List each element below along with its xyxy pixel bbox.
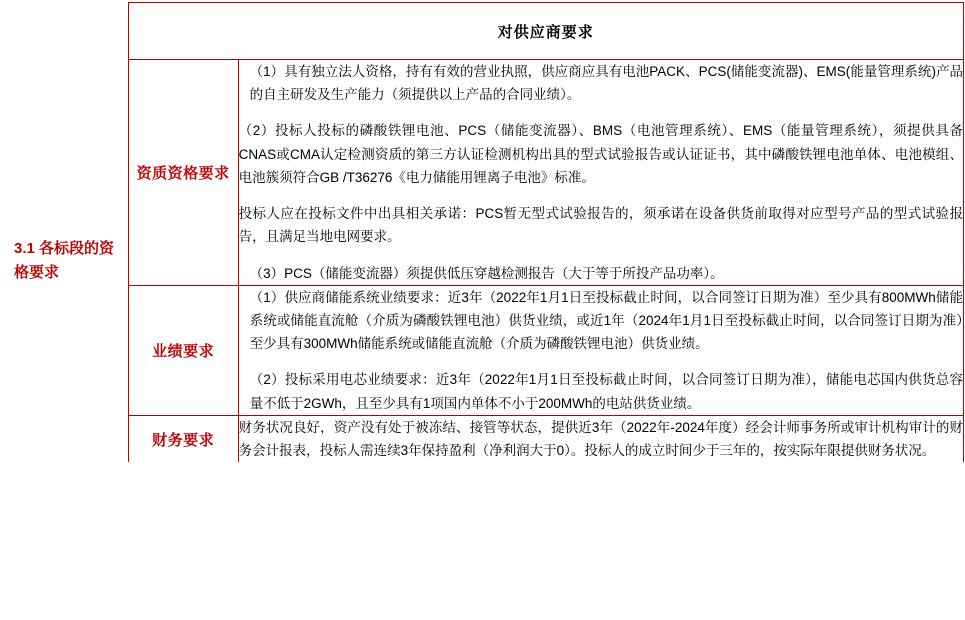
- row-category-financial: 财务要求: [128, 415, 238, 462]
- section-label-text: 3.1 各标段的资格要求: [14, 239, 115, 281]
- paragraph: （1）供应商储能系统业绩要求：近3年（2022年1月1日至投标截止时间，以合同签订日期为准）至少具有800MWh储能系统或储能直流舱（介质为磷酸铁锂电池）供货业绩，或近1年（2024年1月1日至投标截止时间，以合同签订日期为准）至少具有300MWh储能系统或储能直流舱（介质为磷酸铁锂电池）供货业绩。: [249, 289, 963, 352]
- paragraph: （2）投标采用电芯业绩要求：近3年（2022年1月1日至投标截止时间，以合同签订日期为准），储能电芯国内供货总容量不低于2GWh，且至少具有1项国内单体不小于200MWh的电站供货业绩。: [249, 372, 963, 411]
- table-row: [0, 285, 964, 415]
- header-spacer-cell: [0, 3, 128, 60]
- paragraph: （3）PCS（储能变流器）须提供低压穿越检测报告（大于等于所投产品功率）。: [249, 265, 724, 281]
- row-category-performance: 业绩要求: [128, 285, 238, 415]
- paragraph: （1）具有独立法人资格，持有有效的营业执照，供应商应具有电池PACK、PCS(储能变流器)、EMS(能量管理系统)产品的自主研发及生产能力（须提供以上产品的合同业绩）。: [249, 64, 963, 103]
- paragraph: （2）投标人投标的磷酸铁锂电池、PCS（储能变流器）、BMS（电池管理系统）、EMS（能量管理系统），须提供具备CNAS或CMA认定检测资质的第三方认证检测机构出具的型式试验报告或认证证书，其中磷酸铁锂电池单体、电池模组、电池簇须符合GB /T36276《电力储能用锂离子电池》标准。: [238, 123, 963, 185]
- section-label-cell: [0, 60, 128, 463]
- paragraph: 投标人应在投标文件中出具相关承诺：PCS暂无型式试验报告的，须承诺在设备供货前取得对应型号产品的型式试验报告，且满足当地电网要求。: [238, 206, 963, 245]
- table-header-row: [0, 3, 964, 60]
- table-row: [0, 415, 964, 462]
- paragraph: 财务状况良好，资产没有处于被冻结、接管等状态，提供近3年（2022年-2024年度）经会计师事务所或审计机构审计的财务会计报表，投标人需连续3年保持盈利（净利润大于0）。投标人的成立时间少于三年的，按实际年限提供财务状况。: [238, 419, 963, 459]
- table-row: [0, 60, 964, 286]
- supplier-requirements-table: [0, 2, 964, 462]
- table-header-title: 对供应商要求: [128, 3, 963, 60]
- row-category-qualification: 资质资格要求: [128, 60, 238, 286]
- document-page: [0, 2, 965, 620]
- row-content-qualification: [238, 60, 963, 286]
- row-content-financial: [238, 415, 963, 462]
- row-content-performance: [238, 285, 963, 415]
